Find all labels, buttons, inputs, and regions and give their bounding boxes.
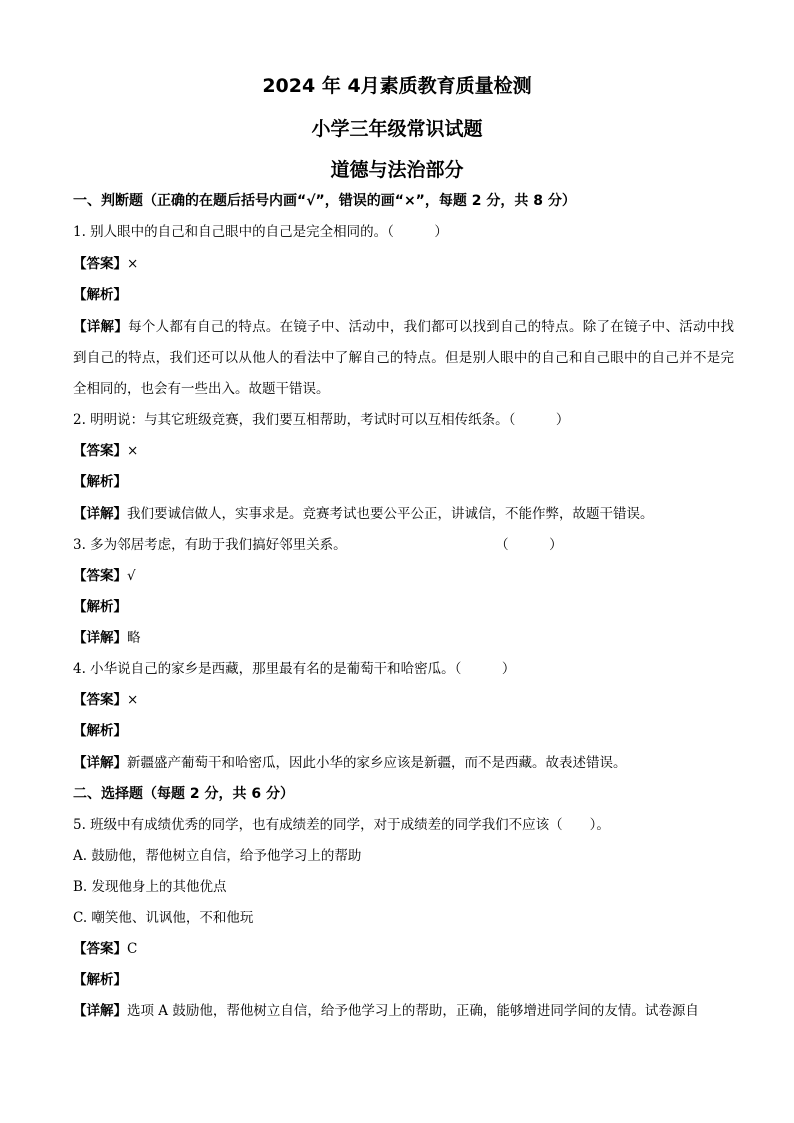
section-heading-choice: 二、选择题（每题 2 分，共 6 分） bbox=[73, 786, 294, 802]
detail-text: 新疆盛产葡萄干和哈密瓜，因此小华的家乡应该是新疆，而不是西藏。故表述错误。 bbox=[127, 755, 627, 771]
option-a: A. 鼓励他，帮他树立自信，给予他学习上的帮助 bbox=[73, 848, 362, 864]
answer-5 bbox=[73, 939, 734, 959]
answer-4 bbox=[73, 690, 734, 710]
detail-1 bbox=[73, 312, 734, 405]
detail-text: 略 bbox=[127, 630, 141, 646]
detail-label: 【详解】 bbox=[73, 755, 127, 771]
detail-2 bbox=[73, 504, 734, 524]
answer-value: × bbox=[127, 443, 139, 459]
section-heading-judgement: 一、判断题（正确的在题后括号内画“√”，错误的画“×”，每题 2 分，共 8 分） bbox=[73, 193, 576, 209]
answer-label: 【答案】 bbox=[73, 443, 127, 459]
detail-label: 【详解】 bbox=[73, 1003, 127, 1019]
part-title: 道德与法治部分 bbox=[330, 159, 464, 181]
answer-label: 【答案】 bbox=[73, 941, 127, 957]
answer-label: 【答案】 bbox=[73, 568, 127, 584]
exam-title: 2024 年 4月素质教育质量检测 bbox=[262, 75, 532, 97]
answer-value: × bbox=[127, 256, 139, 272]
answer-2 bbox=[73, 441, 734, 461]
answer-label: 【答案】 bbox=[73, 256, 127, 272]
detail-label: 【详解】 bbox=[73, 506, 127, 522]
detail-text: 选项 A 鼓励他，帮他树立自信，给予他学习上的帮助，正确，能够增进同学间的友情。试卷源自 bbox=[127, 1003, 699, 1019]
answer-3 bbox=[73, 566, 734, 586]
detail-text: 每个人都有自己的特点。在镜子中、活动中，我们都可以找到自己的特点。除了在镜子中、活动中找到自己的特点，我们还可以从他人的看法中了解自己的特点。但是别人眼中的自己和自己眼中的自己并不是完全相同的，也会有一些出入。故题干错误。 bbox=[73, 319, 735, 397]
question-5: 5. 班级中有成绩优秀的同学，也有成绩差的同学，对于成绩差的同学我们不应该（ ）。 bbox=[73, 817, 610, 833]
detail-label: 【详解】 bbox=[73, 630, 127, 646]
question-3: 3. 多为邻居考虑，有助于我们搞好邻里关系。 （ ） bbox=[73, 537, 563, 553]
answer-value: × bbox=[127, 692, 139, 708]
exam-subtitle: 小学三年级常识试题 bbox=[311, 118, 483, 140]
detail-text: 我们要诚信做人，实事求是。竞赛考试也要公平公正，讲诚信，不能作弊，故题干错误。 bbox=[127, 506, 654, 522]
option-c: C. 嘲笑他、讥讽他，不和他玩 bbox=[73, 910, 254, 926]
analysis-label-5: 【解析】 bbox=[73, 972, 127, 988]
answer-value: C bbox=[127, 941, 138, 957]
answer-label: 【答案】 bbox=[73, 692, 127, 708]
detail-3 bbox=[73, 628, 734, 648]
analysis-label-1: 【解析】 bbox=[73, 287, 127, 303]
question-2: 2. 明明说：与其它班级竞赛，我们要互相帮助，考试时可以互相传纸条。（ ） bbox=[73, 412, 570, 428]
question-4: 4. 小华说自己的家乡是西藏，那里最有名的是葡萄干和哈密瓜。（ ） bbox=[73, 661, 516, 677]
option-b: B. 发现他身上的其他优点 bbox=[73, 879, 227, 895]
question-1: 1. 别人眼中的自己和自己眼中的自己是完全相同的。（ ） bbox=[73, 224, 448, 240]
detail-4 bbox=[73, 753, 734, 773]
analysis-label-3: 【解析】 bbox=[73, 599, 127, 615]
detail-5 bbox=[73, 1001, 734, 1021]
analysis-label-2: 【解析】 bbox=[73, 474, 127, 490]
answer-1 bbox=[73, 254, 734, 274]
answer-value: √ bbox=[127, 568, 136, 584]
analysis-label-4: 【解析】 bbox=[73, 723, 127, 739]
detail-label: 【详解】 bbox=[73, 319, 129, 335]
